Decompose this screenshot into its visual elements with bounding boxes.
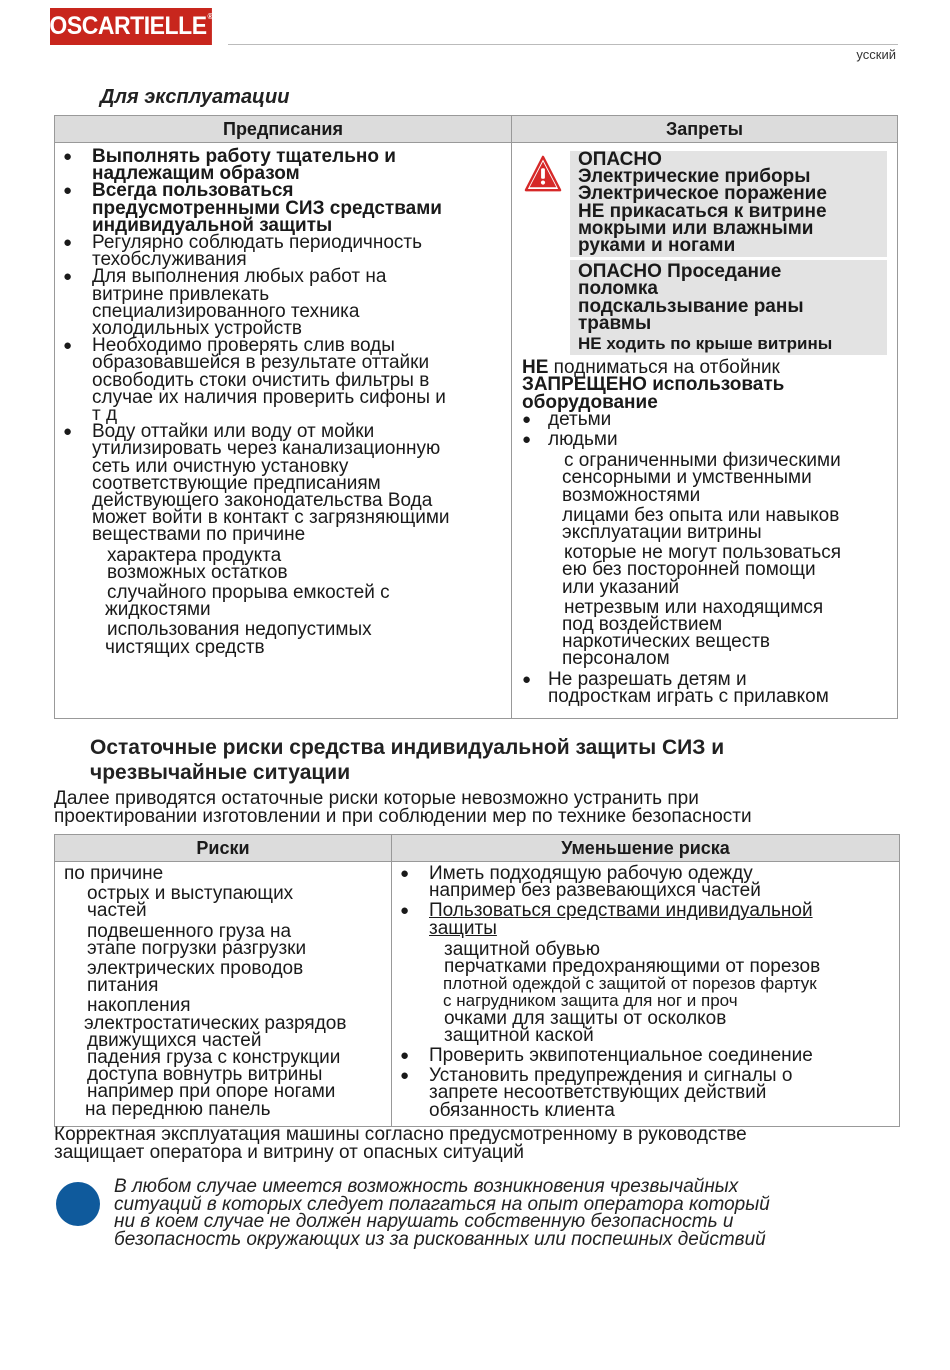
sub-item: случайного прорыва емкостей с [107,582,390,604]
bullet-dot-icon: ● [63,268,73,286]
bullet-dot-icon: ● [400,1047,410,1065]
bullet-dot-icon: ● [63,234,73,252]
bullet-dot-icon: ● [63,182,73,200]
bullet-dot-icon: ● [400,902,410,920]
risks-cell: по причине острых и выступающих частей подвешенного груза на этапе погрузки разгрузки электрических проводов питания накопления электростатических разрядов движущихся частей падения груза с конструкции доступа вовнутрь витрины например при опоре ногами на переднюю панель [55,862,391,1118]
sub-item: возможных остатков [107,561,288,583]
col-header-risks: Риски [55,835,392,862]
ppe-item: защитной каской [444,1024,594,1046]
no-climb-text: НЕ подниматься на отбойник [522,357,780,379]
risks-intro: Далее приводятся остаточные риски которые невозможно устранить при проектировании изготовлении и при соблюдении мер по технике безопасности [54,788,752,827]
risk-item: острых и выступающих [87,883,294,905]
bullet-dot-icon: ● [400,865,410,882]
risks-head: по причине [64,863,164,884]
bullet-dot-icon: ● [63,423,73,441]
bullet-dot-icon: ● [522,410,532,428]
risk-item: подвешенного груза на [87,920,292,942]
emergency-note: В любом случае имеется возможность возникновения чрезвычайных ситуаций в которых следует полагаться на опыт оператора который ни в коем случае не должен нарушать собственную безопасность и безопасность окружающих из за рискованных или поспешных действий [114,1176,770,1250]
header-divider [228,44,898,45]
col-header-prescriptions: Предписания [55,116,512,143]
sub-item: чистящих средств [105,636,265,658]
risk-item: электрических проводов [87,958,304,980]
section-title-risks: Остаточные риски средства индивидуальной защиты СИЗ и чрезвычайные ситуации [90,736,725,784]
bullet-dot-icon: ● [63,337,73,355]
bullet-dot-icon: ● [400,1067,410,1085]
list-item: ● Необходимо проверять слив воды образовавшейся в результате оттайки освободить стоки очистить фильтры в случае их наличия проверить сифоны и т д [63,335,446,426]
warning-triangle-icon [524,155,562,193]
brand-logo: OSCARTIELLE ® [50,8,212,45]
list-item: ● Иметь подходящую рабочую одежду например без развевающихся частей [400,863,761,902]
prescriptions-cell [55,143,511,656]
sub-item: жидкостями [105,599,211,621]
sub-item: характера продукта [107,544,282,566]
risk-item: падения груза с конструкции [87,1047,341,1069]
list-item: ● Регулярно соблюдать периодичность техобслуживания [63,232,422,271]
section-title-operation: Для эксплуатации [100,86,290,108]
info-circle-icon [56,1182,100,1226]
risk-item: движущихся частей [87,1029,262,1051]
ppe-item: перчатками предохраняющими от порезов [444,956,821,978]
list-item: ● Для выполнения любых работ на витрине привлекать специализированного техника холодильных устройств [63,266,387,340]
ppe-list: защитной обувью перчатками предохраняющими от порезов плотной одеждой с защитой от порезов фартук с нагрудником защита для ног и проч очками для защиты от осколков защитной каской [400,941,899,1044]
sub-item: использования недопустимых [107,619,372,641]
list-item: ● Установить предупреждения и сигналы о запрете несоответствующих действий обязанность клиента [400,1065,793,1121]
risk-item: доступа вовнутрь витрины [87,1064,323,1086]
prohibitions-cell [512,143,897,705]
list-item: ● Не разрешать детям и подросткам играть с прилавком [522,668,829,707]
forbidden-title-2: оборудование [522,391,658,413]
list-item: ● Проверить эквипотенциальное соединение [400,1045,813,1067]
forbidden-title: ЗАПРЕЩЕНО использовать [522,374,785,396]
language-label: усский [856,47,896,62]
sub-list [63,544,511,658]
danger-box-electric: ОПАСНО Электрические приборы Электрическое поражение НЕ прикасаться к витрине мокрыми или влажными руками и ногами [570,151,887,257]
people-sub-list: с ограниченными физическими сенсорными и умственными возможностями лицами без опыта или навыков эксплуатации витрины которые не могут пользоваться ею без посторонней помощи или указаний нетрезвым или находящимся под воздействием наркотических веществ персоналом [562,450,842,670]
ppe-item: очками для защиты от осколков [444,1007,727,1029]
ppe-item: плотной одеждой с защитой от порезов фартук [443,974,817,994]
list-item: ● детьми [522,408,612,430]
bullet-dot-icon: ● [522,670,532,688]
bullet-dot-icon: ● [63,148,73,165]
danger-box-roof: ОПАСНО Проседание поломка подскальзывание раны травмы НЕ ходить по крыше витрины [570,260,887,355]
col-header-prohibitions: Запреты [512,116,898,143]
list-item: ● Выполнять работу тщательно и надлежащим образом [63,146,396,185]
risk-item: накопления [87,995,191,1017]
ppe-item: защитной обувью [444,938,600,960]
risks-table [54,834,900,1127]
col-header-mitigation: Уменьшение риска [392,835,900,862]
bullet-dot-icon: ● [522,431,532,449]
mitigation-cell [392,862,899,1119]
list-item: ● Пользоваться средствами индивидуальной защиты [400,900,813,939]
list-item: ● Всегда пользоваться предусмотренными СИЗ средствами индивидуальной защиты [63,180,442,236]
list-item: ● Воду оттайки или воду от мойки утилизировать через канализационную сеть или очистную установку соответствующие предписаниям действующего законодательства Вода может войти в контакт с загрязняющими веществами по причине [63,421,450,546]
list-item: ● людьми [522,429,618,451]
correct-use-text: Корректная эксплуатация машины согласно предусмотренному в руководстве защищает оператора и витрину от опасных ситуаций [54,1124,747,1163]
operation-rules-table [54,115,898,719]
